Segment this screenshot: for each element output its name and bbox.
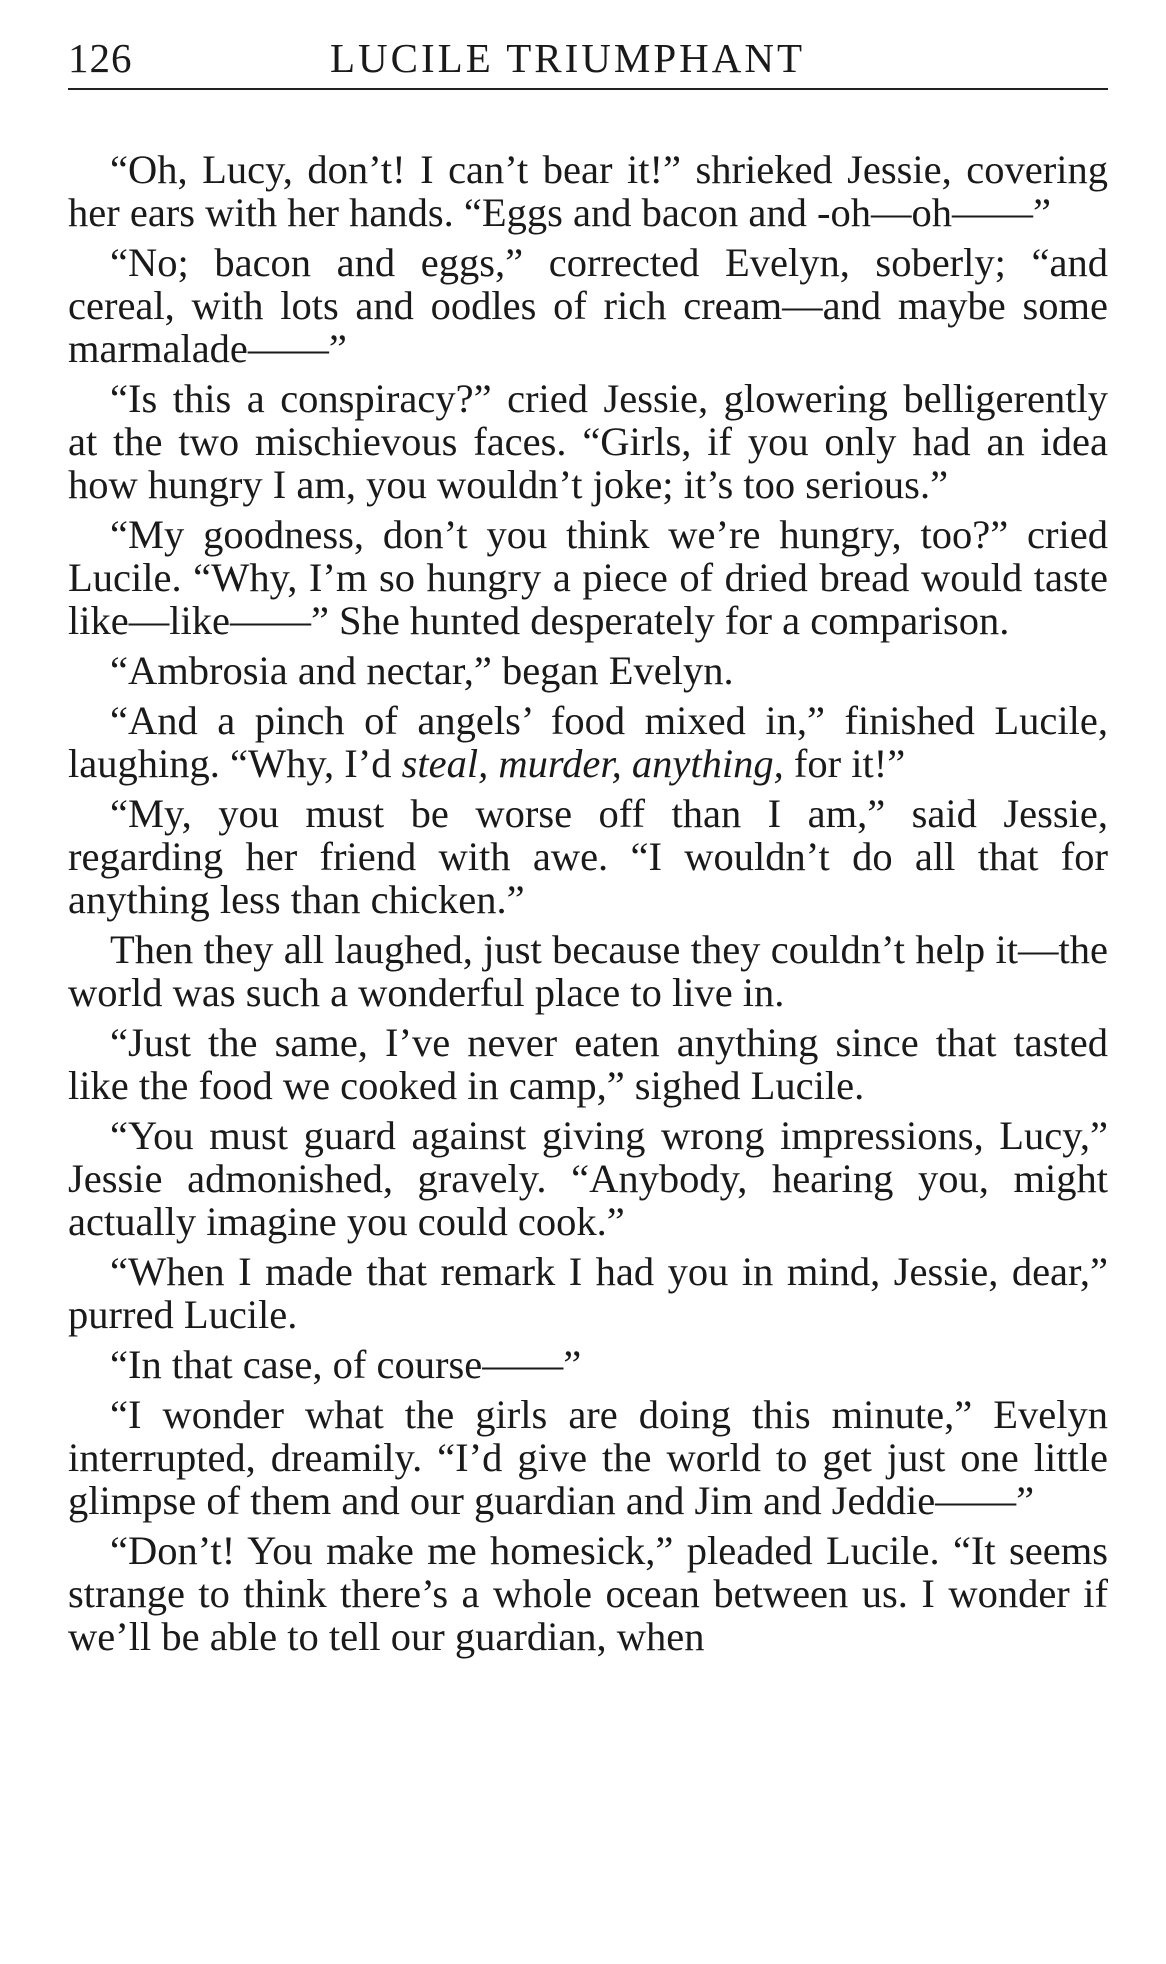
paragraph: “My goodness, don’t you think we’re hungry, too?” cried Lucile. “Why, I’m so hungry a piece of dried bread would taste like—like——” She hunted desperately for a comparison. bbox=[68, 512, 1108, 643]
paragraph-text: “And a pinch of angels’ food mixed in,” finished Lucile, laughing. “Why, I’d bbox=[68, 698, 1108, 786]
italic-phrase: steal, murder, anything, bbox=[401, 741, 784, 786]
paragraph-text: for it!” bbox=[783, 741, 906, 786]
paragraph: “Is this a conspiracy?” cried Jessie, glowering belligerently at the two mischievous faces. “Girls, if you only had an idea how hungry I am, you wouldn’t joke; it’s too serious.” bbox=[68, 376, 1108, 507]
running-title: LUCILE TRIUMPHANT bbox=[330, 35, 806, 81]
paragraph: “In that case, of course——” bbox=[110, 1342, 582, 1387]
paragraph: “You must guard against giving wrong impressions, Lucy,” Jessie admonished, gravely. “Anybody, hearing you, might actually imagine you could cook.” bbox=[68, 1113, 1108, 1244]
paragraph: “Ambrosia and nectar,” began Evelyn. bbox=[110, 648, 734, 693]
paragraph: “When I made that remark I had you in mind, Jessie, dear,” purred Lucile. bbox=[68, 1249, 1108, 1337]
paragraph bbox=[68, 699, 1108, 785]
paragraph: “No; bacon and eggs,” corrected Evelyn, soberly; “and cereal, with lots and oodles of rich cream—and maybe some marmalade——” bbox=[68, 240, 1108, 371]
paragraph: “Just the same, I’ve never eaten anything since that tasted like the food we cooked in camp,” sighed Lucile. bbox=[68, 1020, 1108, 1108]
paragraph: “Don’t! You make me homesick,” pleaded Lucile. “It seems strange to think there’s a whole ocean between us. I wonder if we’ll be able to tell our guardian, when bbox=[68, 1528, 1108, 1659]
body-text bbox=[68, 148, 1108, 1658]
page-number: 126 bbox=[68, 35, 133, 81]
paragraph: “Oh, Lucy, don’t! I can’t bear it!” shrieked Jessie, covering her ears with her hands. “Eggs and bacon and -oh—oh——” bbox=[68, 147, 1108, 235]
paragraph: “My, you must be worse off than I am,” said Jessie, regarding her friend with awe. “I wouldn’t do all that for anything less than chicken.” bbox=[68, 791, 1108, 922]
running-head bbox=[68, 30, 1108, 90]
book-page bbox=[68, 30, 1108, 1665]
paragraph: Then they all laughed, just because they couldn’t help it—the world was such a wonderful place to live in. bbox=[68, 927, 1108, 1015]
paragraph: “I wonder what the girls are doing this minute,” Evelyn interrupted, dreamily. “I’d give the world to get just one little glimpse of them and our guardian and Jim and Jeddie——” bbox=[68, 1392, 1108, 1523]
